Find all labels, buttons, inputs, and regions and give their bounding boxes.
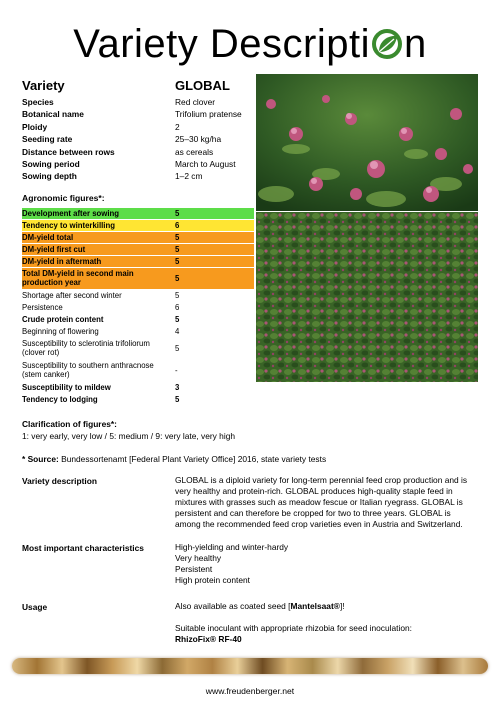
variety-name: GLOBAL — [175, 78, 230, 93]
agronomic-value: 5 — [175, 245, 180, 254]
agronomic-name: Beginning of flowering — [22, 327, 99, 336]
agronomic-row — [22, 360, 254, 381]
agronomic-row — [22, 208, 254, 219]
agronomic-row — [22, 338, 254, 359]
agronomic-title: Agronomic figures*: — [22, 193, 105, 203]
spec-value: Red clover — [175, 97, 216, 107]
agronomic-name: Susceptibility to sclerotinia trifoliorum (clover rot) — [22, 339, 150, 357]
leaf-o-icon — [370, 24, 404, 58]
page-title — [0, 20, 500, 68]
spec-value: 25–30 kg/ha — [175, 134, 222, 145]
description-line: among the recommended feed crop varieties even in Austria and Switzerland. — [175, 519, 463, 529]
usage-line-2: Suitable inoculant with appropriate rhizobia for seed inoculation: — [175, 623, 412, 633]
agronomic-value: 5 — [175, 344, 180, 353]
description-line: GLOBAL is a diploid variety for long-term perennial feed crop production and is — [175, 475, 468, 485]
agronomic-value: 5 — [175, 233, 180, 242]
agronomic-row — [22, 302, 254, 313]
agronomic-name: Tendency to lodging — [22, 395, 98, 404]
agronomic-row — [22, 268, 254, 289]
agronomic-name: Tendency to winterkilling — [22, 221, 115, 230]
agronomic-name: Development after sowing — [22, 209, 120, 218]
characteristics-list — [175, 542, 475, 586]
agronomic-row — [22, 220, 254, 231]
agronomic-value: 3 — [175, 383, 180, 392]
agronomic-value: 4 — [175, 327, 180, 336]
agronomic-row — [22, 244, 254, 255]
agronomic-row — [22, 256, 254, 267]
spec-label: Botanical name — [22, 109, 84, 120]
clover-flower-photo — [256, 74, 478, 211]
spec-label: Distance between rows — [22, 146, 115, 157]
agronomic-name: Total DM-yield in second main production year — [22, 269, 134, 287]
agronomic-row — [22, 290, 254, 301]
agronomic-value: 5 — [175, 257, 180, 266]
usage-text-pre: Also available as coated seed [ — [175, 601, 291, 611]
agronomic-row — [22, 394, 254, 405]
usage-text-post: ]! — [339, 601, 345, 611]
source-note — [22, 453, 326, 465]
agronomic-name: Shortage after second winter — [22, 291, 122, 300]
spec-value: as cereals — [175, 146, 214, 157]
agronomic-value: 5 — [175, 274, 180, 283]
description-line: very healthy and protein-rich. GLOBAL produces high-quality staple feed in — [175, 486, 453, 496]
clarification-title: Clarification of figures*: — [22, 419, 117, 429]
agronomic-value: - — [175, 366, 178, 375]
title-text: Variety Descripti — [73, 22, 370, 66]
characteristic-item: Persistent — [175, 564, 213, 574]
spec-value: 1–2 cm — [175, 171, 203, 182]
description-text — [175, 475, 475, 530]
agronomic-value: 5 — [175, 315, 180, 324]
title-text-end: n — [403, 22, 427, 66]
agronomic-row — [22, 326, 254, 337]
agronomic-value: 5 — [175, 395, 180, 404]
usage-product: RhizoFix® RF-40 — [175, 634, 242, 644]
variety-label: Variety — [22, 78, 65, 93]
characteristic-item: High protein content — [175, 575, 250, 585]
spec-value: 2 — [175, 121, 180, 132]
description-line: mixtures with grasses such as meadow fescue or Italian ryegrass. GLOBAL is — [175, 497, 463, 507]
spec-label: Species — [22, 97, 54, 107]
agronomic-name: DM-yield total — [22, 233, 74, 242]
usage-line-1 — [175, 601, 475, 612]
description-line: persistent and can therefore be cropped for two to three years. GLOBAL is — [175, 508, 451, 518]
spec-value: Trifolium pratense — [175, 109, 242, 120]
agronomic-name: DM-yield in aftermath — [22, 257, 102, 266]
spec-label: Sowing period — [22, 159, 80, 169]
clover-field-photo — [256, 212, 478, 382]
spec-value: March to August — [175, 159, 236, 169]
source-label: * Source: — [22, 454, 59, 464]
spec-label: Sowing depth — [22, 171, 77, 182]
characteristics-label: Most important characteristics — [22, 543, 144, 553]
agronomic-row — [22, 382, 254, 393]
agronomic-name: Persistence — [22, 303, 63, 312]
spec-label: Ploidy — [22, 121, 48, 132]
agronomic-row — [22, 314, 254, 325]
clarification-text: 1: very early, very low / 5: medium / 9: very late, very high — [22, 431, 236, 441]
agronomic-value: 6 — [175, 303, 180, 312]
seed-grain-banner — [12, 658, 488, 674]
footer-url[interactable]: www.freudenberger.net — [205, 686, 295, 696]
characteristic-item: Very healthy — [175, 553, 222, 563]
spec-label: Seeding rate — [22, 134, 73, 145]
usage-coated-seed: Mantelsaat® — [290, 601, 340, 611]
source-text: Bundessortenamt [Federal Plant Variety Office] 2016, state variety tests — [58, 454, 327, 464]
agronomic-row — [22, 232, 254, 243]
agronomic-value: 6 — [175, 221, 180, 230]
usage-label: Usage — [22, 602, 48, 612]
agronomic-value: 5 — [175, 209, 180, 218]
description-label: Variety description — [22, 476, 97, 486]
characteristic-item: High-yielding and winter-hardy — [175, 542, 289, 552]
agronomic-name: Crude protein content — [22, 315, 104, 324]
agronomic-name: Susceptibility to mildew — [22, 383, 111, 392]
agronomic-name: Susceptibility to southern anthracnose (stem canker) — [22, 361, 154, 379]
agronomic-value: 5 — [175, 291, 180, 300]
agronomic-name: DM-yield first cut — [22, 245, 86, 254]
